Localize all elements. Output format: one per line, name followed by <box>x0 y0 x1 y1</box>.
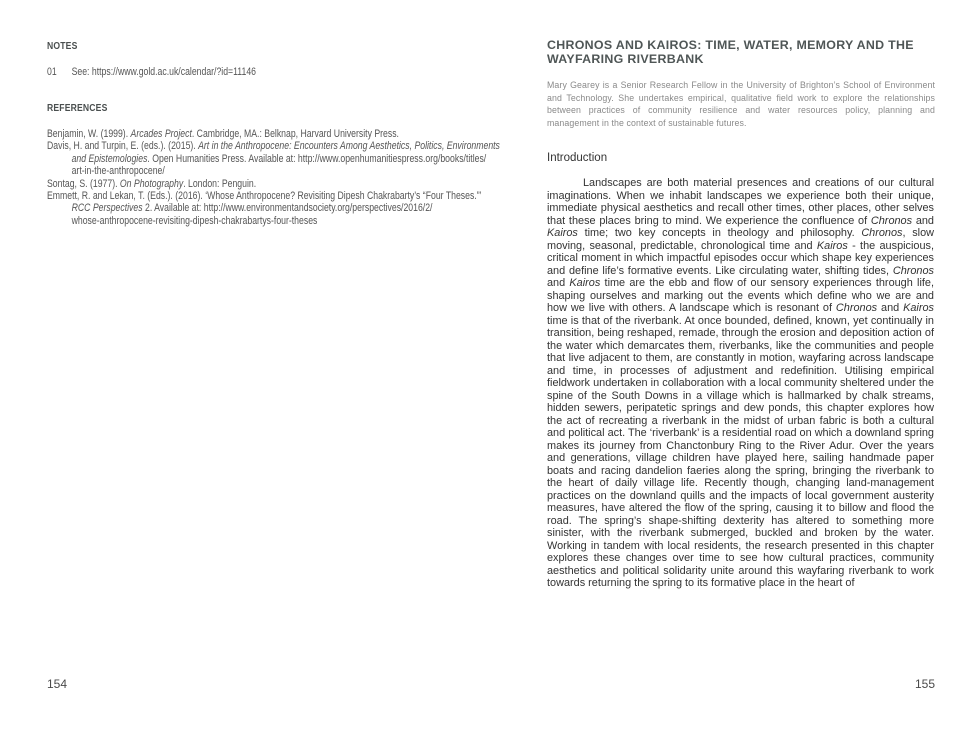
reference-text: Sontag, S. (1977). <box>47 177 120 190</box>
reference-item <box>47 190 482 227</box>
body-text-run: time are the ebb and flow of our sensory experiences through life, shaping ourselves and marking out the events which define who we are and how we live with others. A landscape which is resonant of <box>547 277 934 314</box>
reference-text: Benjamin, W. (1999). <box>47 128 131 140</box>
notes-heading: NOTES <box>47 40 78 52</box>
emphasis-term: Chronos <box>835 302 878 314</box>
page-number-right: 155 <box>915 677 936 691</box>
body-text-run: and <box>547 277 570 289</box>
section-heading-introduction: Introduction <box>547 152 608 164</box>
reference-title: On Photography <box>119 177 184 190</box>
reference-text: 2. Available at: http://www.environmentandsociety.org/perspectives/2016/2/ <box>142 202 433 215</box>
note-text: See: https://www.gold.ac.uk/calendar/?id=11146 <box>71 66 256 78</box>
reference-title: RCC Perspectives <box>71 202 143 215</box>
page-number-left: 154 <box>47 677 68 691</box>
emphasis-term: Kairos <box>816 239 848 252</box>
note-item <box>47 66 375 78</box>
chapter-title-line: CHRONOS AND KAIROS: TIME, WATER, MEMORY AND THE <box>547 38 914 52</box>
reference-title: Arcades Project <box>130 128 192 140</box>
reference-continuation: art-in-the-anthropocene/ <box>71 165 165 178</box>
reference-continuation <box>47 152 487 165</box>
references-heading: REFERENCES <box>47 102 108 114</box>
reference-text: . Cambridge, MA.: Belknap, Harvard University Press. <box>191 128 399 140</box>
body-text-run: Landscapes are both material presences and creations of our cultural imaginations. When we inhabit landscapes we experience both their unique, immediate physical aesthetics and recall other times, other places, other selves that these places bring to mind. We experience the confluence of <box>547 177 934 227</box>
reference-text: Emmett, R. and Lekan, T. (Eds.). (2016). ‘Whose Anthropocene? Revisiting Dipesh Chakrabarty’s “Four Theses.”’ <box>47 190 482 203</box>
chapter-title <box>547 39 947 66</box>
body-text-run: time is that of the riverbank. At once bounded, defined, known, yet continually in transition, being reshaped, remade, through the erosion and deposition action of the water which demarcates them, riverbanks, like the communities and people that live adjacent to them, are constantly in motion, wayfaring across landscape and time, in processes of adjustment and redefinition. Utilising empirical fieldwork undertaken in collaboration with a local community sheltered under the spine of the South Downs in a village which is hallmarked by chalk streams, hidden sewers, peripatetic springs and dew ponds, this chapter explores how the act of recreating a riverbank in the midst of urban fabric is both a cultural and political act. The ‘riverbank’ is a residential road on which a downland spring makes its journey from Chanctonbury Ring to the River Adur. Over the years and generations, village children have played here, sailing handmade paper boats and racing dandelion faeries along the spring, bringing the riverbank to the heart of daily village life. Recently though, changing land-management practices on the downland quills and the impacts of local government austerity measures, have altered the flow of the spring, causing it to billow and flood the road. The spring’s shape-shifting dexterity has altered to something more sinister, with the riverbank submerged, buckled and broken by the water. Working in tandem with local residents, the research presented in this chapter explores these changes over time to see how cultural practices, community aesthetics and political solidarity unite around this wayfaring riverbank to work towards returning the spring to its formative place in the heart of <box>547 314 934 589</box>
author-bio: Mary Gearey is a Senior Research Fellow in the University of Brighton’s School of Environment and Technology. She undertakes empirical, qualitative field work to explore the relationships between practices of community resilience and water resources policy, planning and management in the context of sustainable futures. <box>547 80 935 128</box>
reference-text: Davis, H. and Turpin, E. (eds.). (2015). <box>47 140 199 153</box>
body-text-run: and <box>877 302 904 314</box>
body-text-run: - the auspicious, critical moment in which impactful episodes occur which shape key experiences and define life’s formative events. Like circulating water, shifting tides, <box>547 239 934 277</box>
emphasis-term: Chronos <box>861 227 903 239</box>
body-text-run: , slow moving, seasonal, predictable, chronological time and <box>547 227 934 252</box>
body-text-run: time; two key concepts in theology and philosophy. <box>577 227 862 239</box>
reference-continuation: whose-anthropocene-revisiting-dipesh-chakrabartys-four-theses <box>71 214 318 227</box>
reference-text: . London: Penguin. <box>183 177 257 190</box>
reference-title: and Epistemologies <box>71 152 148 165</box>
note-number: 01 <box>47 66 57 78</box>
emphasis-term: Kairos <box>903 302 934 314</box>
body-text-run: and <box>912 214 934 227</box>
emphasis-term: Kairos <box>547 227 578 239</box>
reference-continuation <box>47 202 432 214</box>
reference-title: Art in the Anthropocene: Encounters Among Aesthetics, Politics, Environments <box>198 140 500 153</box>
emphasis-term: Chronos <box>892 264 934 277</box>
reference-item <box>47 140 500 178</box>
emphasis-term: Chronos <box>870 214 913 227</box>
chapter-title-line: WAYFARING RIVERBANK <box>547 51 704 66</box>
right-page <box>490 0 980 730</box>
reference-item <box>47 128 432 140</box>
reference-text: . Open Humanities Press. Available at: http://www.openhumanitiespress.org/books/titles/ <box>147 152 487 165</box>
references-list <box>47 128 500 227</box>
emphasis-term: Kairos <box>569 277 601 289</box>
body-paragraph <box>547 177 934 590</box>
reference-item <box>47 178 432 190</box>
